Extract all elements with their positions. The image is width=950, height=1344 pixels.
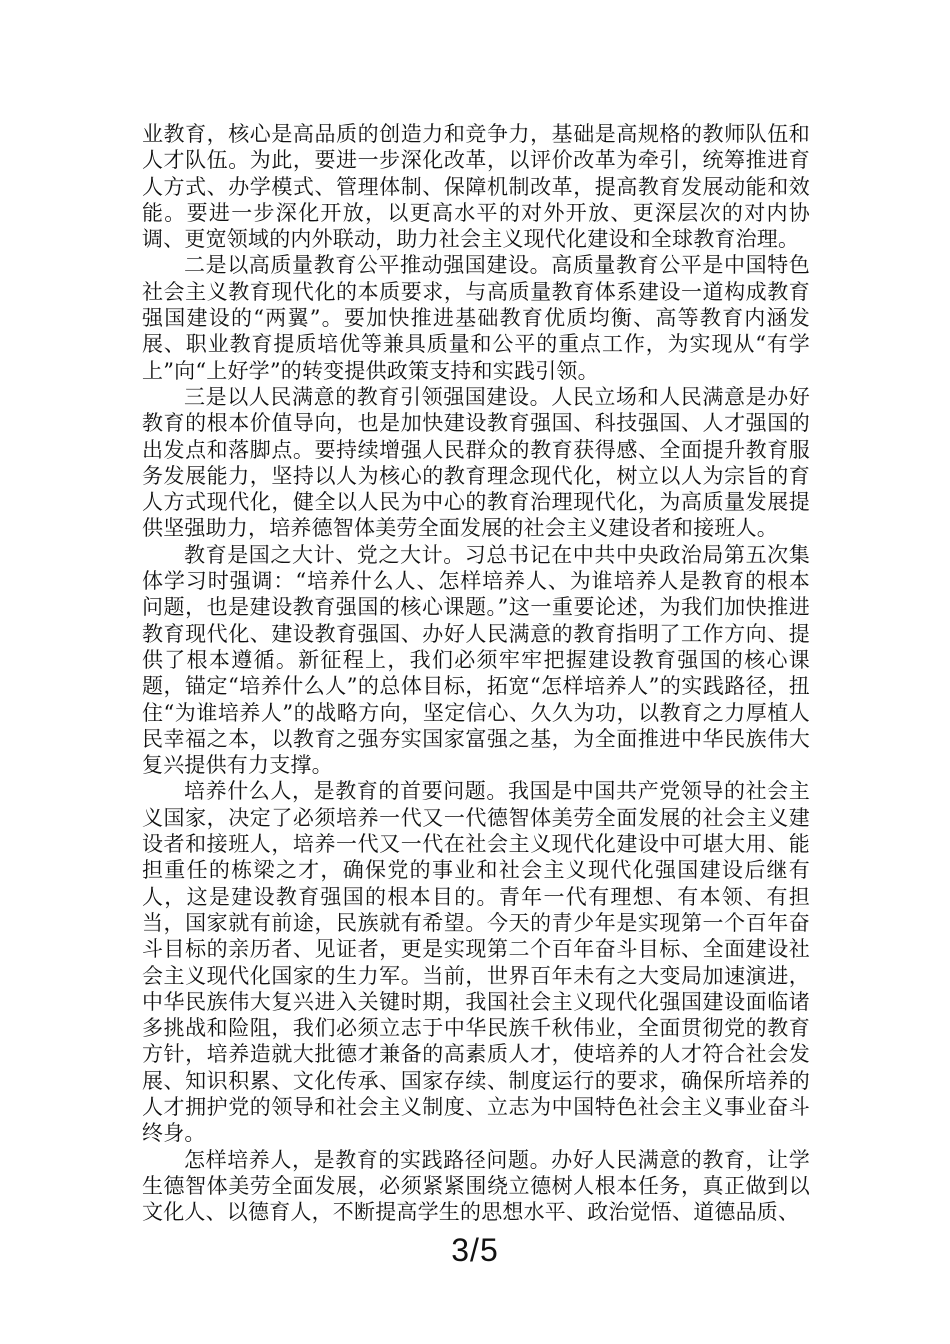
paragraph-people-satisfaction: 三是以人民满意的教育引领强国建设。人民立场和人民满意是办好教育的根本价值导向，也是加快建设教育强国、科技强国、人才强国的出发点和落脚点。要持续增强人民群众的教育获得感、全面提升教育服务发展能力，坚持以人为核心的教育理念现代化，树立以人为宗旨的育人方式现代化，健全以人民为中心的教育治理现代化，为高质量发展提供坚强助力，培养德智体美劳全面发展的社会主义建设者和接班人。 xyxy=(142,384,810,541)
paragraph-who-to-cultivate: 培养什么人，是教育的首要问题。我国是中国共产党领导的社会主义国家，决定了必须培养一代又一代德智体美劳全面发展的社会主义建设者和接班人，培养一代又一代在社会主义现代化建设中可堪大用、能担重任的栋梁之才，确保党的事业和社会主义现代化强国建设后继有人，这是建设教育强国的根本目的。青年一代有理想、有本领、有担当，国家就有前途，民族就有希望。今天的青少年是实现第一个百年奋斗目标的亲历者、见证者，更是实现第二个百年奋斗目标、全面建设社会主义现代化国家的生力军。当前，世界百年未有之大变局加速演进，中华民族伟大复兴进入关键时期，我国社会主义现代化强国建设面临诸多挑战和险阻，我们必须立志于中华民族千秋伟业，全面贯彻党的教育方针，培养造就大批德才兼备的高素质人才，使培养的人才符合社会发展、知识积累、文化传承、国家存续、制度运行的要求，确保所培养的人才拥护党的领导和社会主义制度、立志为中国特色社会主义事业奋斗终身。 xyxy=(142,779,810,1146)
page-number: 3/5 xyxy=(451,1232,499,1268)
paragraph-education-plan: 教育是国之大计、党之大计。习总书记在中共中央政治局第五次集体学习时强调：“培养什么人、怎样培养人、为谁培养人是教育的根本问题，也是建设教育强国的核心课题。”这一重要论述，为我们加快推进教育现代化、建设教育强国、办好人民满意的教育指明了工作方向、提供了根本遵循。新征程上，我们必须牢牢把握建设教育强国的核心课题，锚定“培养什么人”的总体目标，拓宽“怎样培养人”的实践路径，扭住“为谁培养人”的战略方向，坚定信心、久久为功，以教育之力厚植人民幸福之本，以教育之强夯实国家富强之基，为全面推进中华民族伟大复兴提供有力支撑。 xyxy=(142,542,810,778)
paragraph-how-to-cultivate: 怎样培养人，是教育的实践路径问题。办好人民满意的教育，让学生德智体美劳全面发展，必须紧紧围绕立德树人根本任务，真正做到以文化人、以德育人，不断提高学生的思想水平、政治觉悟、道德品质、 xyxy=(142,1147,810,1225)
body-text xyxy=(142,121,810,1225)
paragraph-continuation: 业教育，核心是高品质的创造力和竞争力，基础是高规格的教师队伍和人才队伍。为此，要进一步深化改革，以评价改革为牵引，统筹推进育人方式、办学模式、管理体制、保障机制改革，提高教育发展动能和效能。要进一步深化开放，以更高水平的对外开放、更深层次的对内协调、更宽领域的内外联动，助力社会主义现代化建设和全球教育治理。 xyxy=(142,122,810,252)
paragraph-education-equity: 二是以高质量教育公平推动强国建设。高质量教育公平是中国特色社会主义教育现代化的本质要求，与高质量教育体系建设一道构成教育强国建设的“两翼”。要加快推进基础教育优质均衡、高等教育内涵发展、职业教育提质培优等兼具质量和公平的重点工作，为实现从“有学上”向“上好学”的转变提供政策支持和实践引领。 xyxy=(142,253,810,383)
